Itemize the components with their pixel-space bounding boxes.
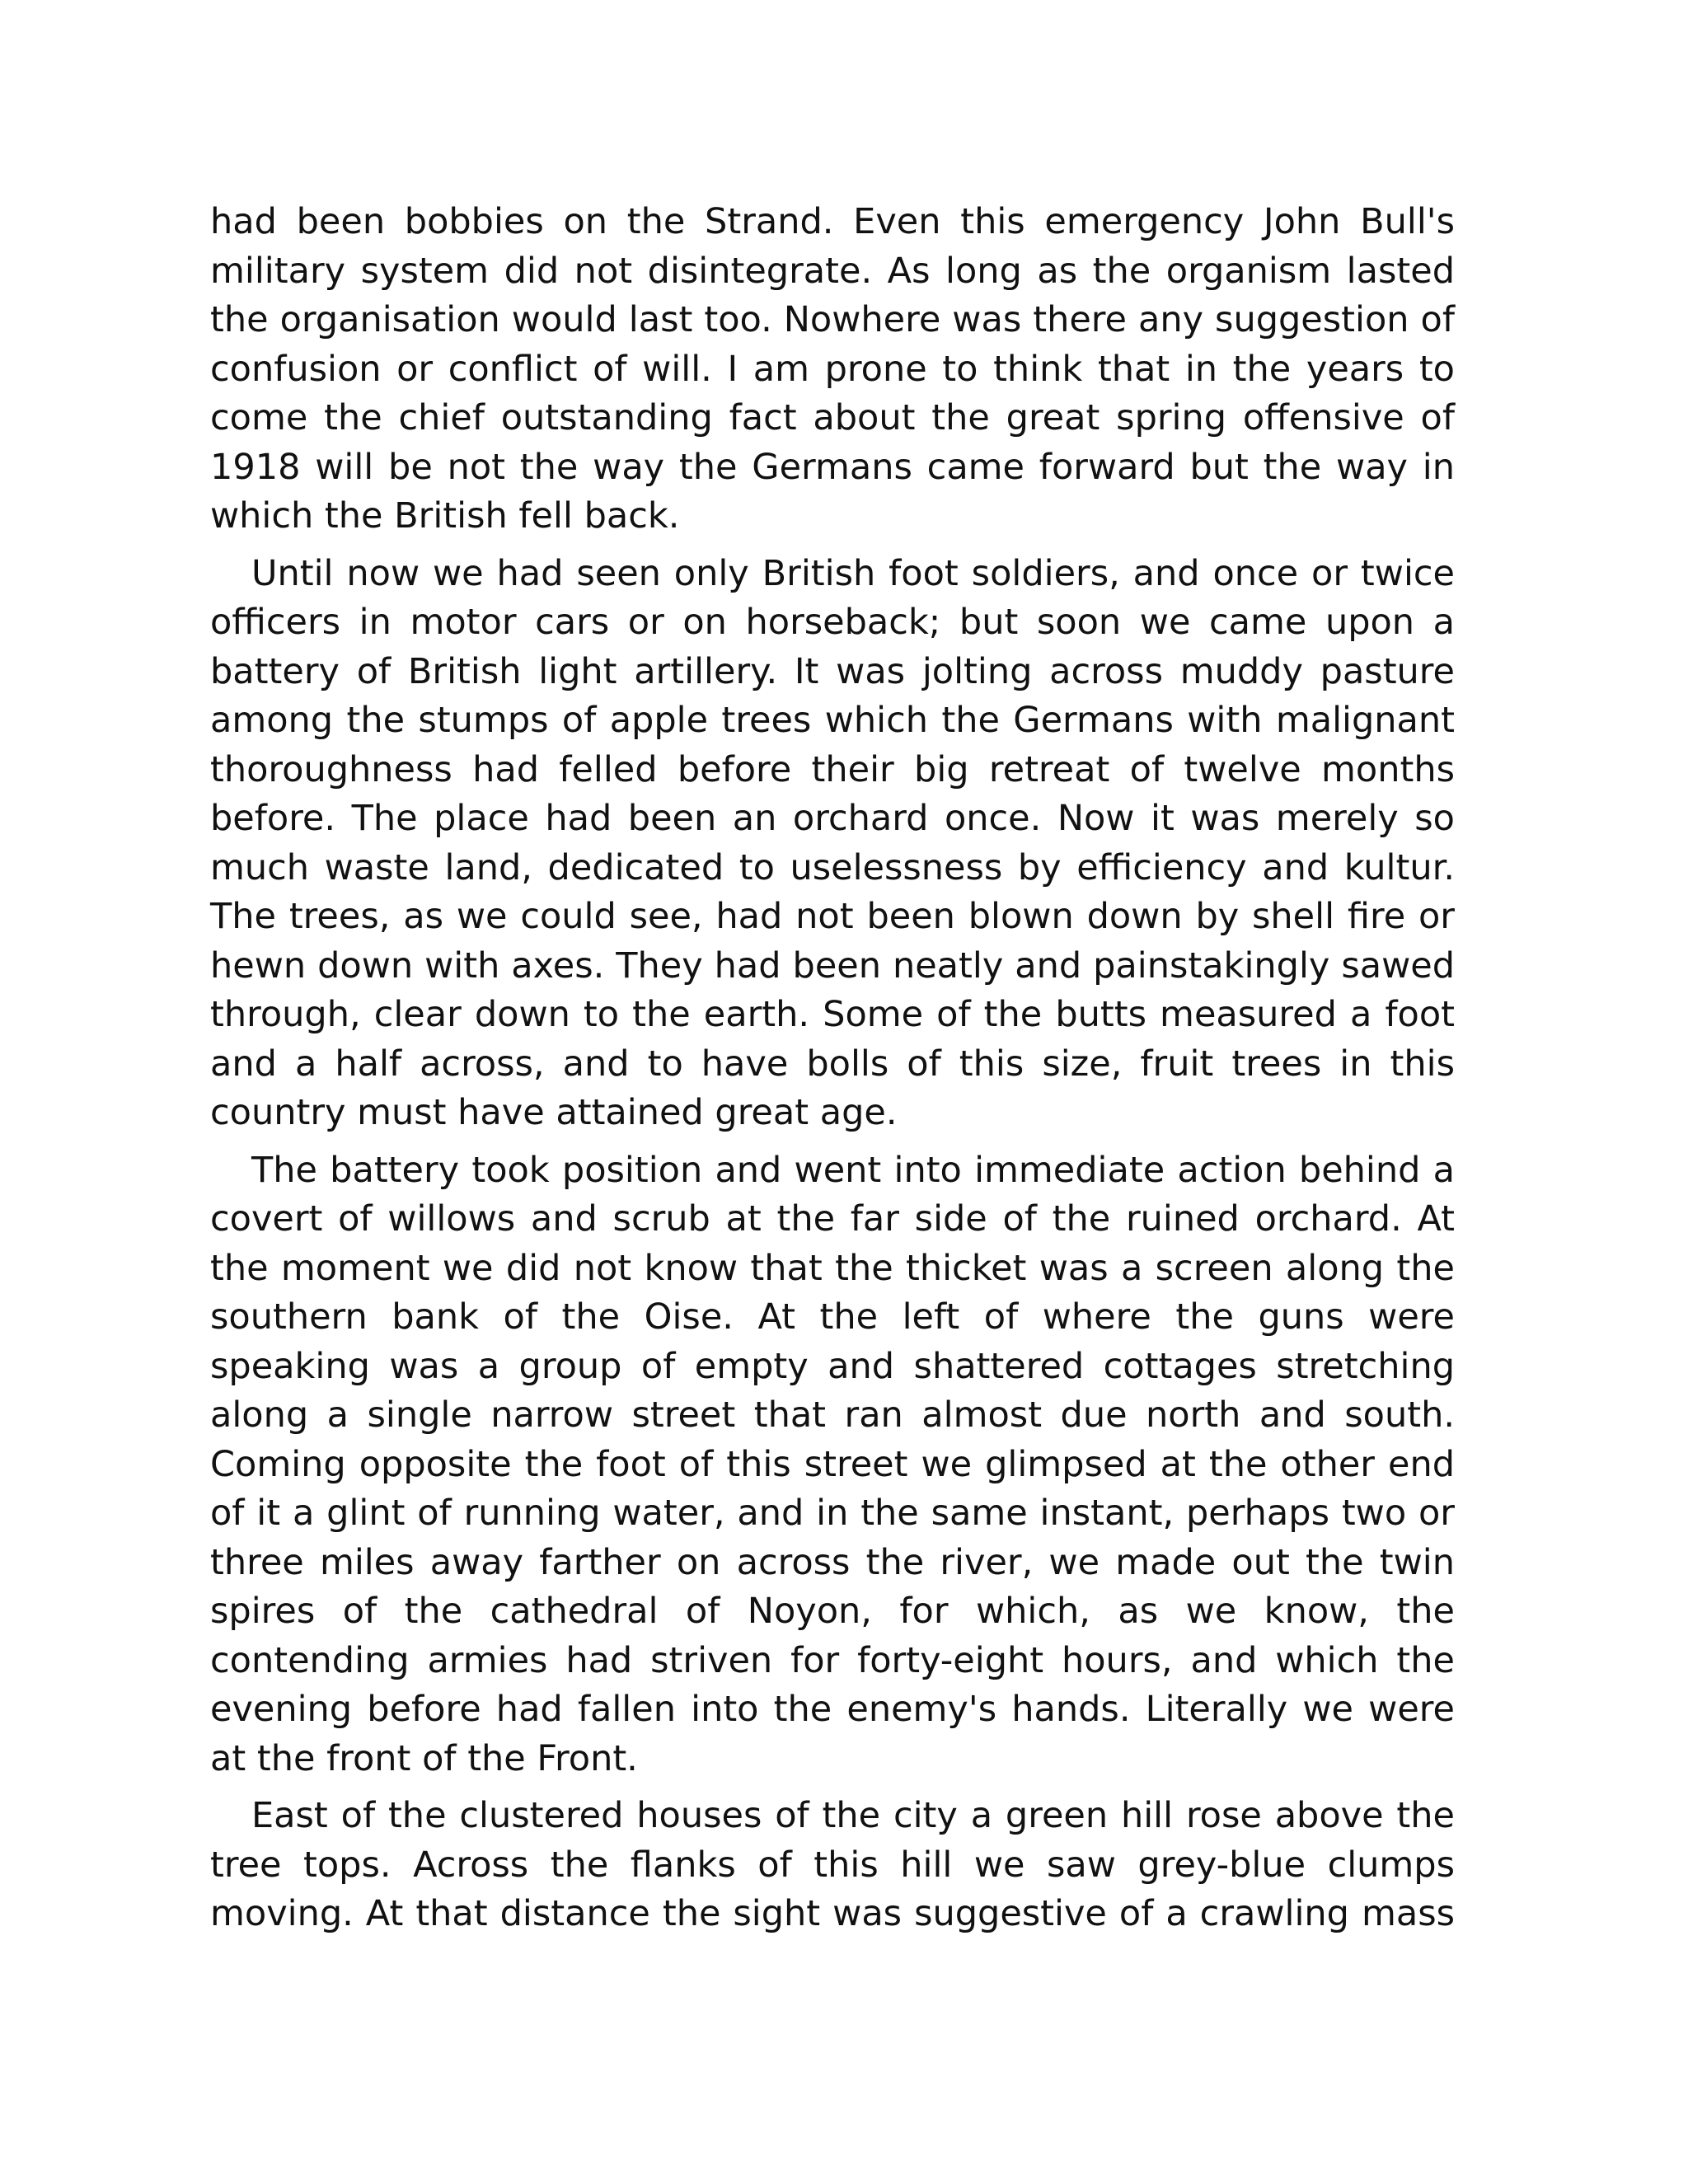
paragraph-4: East of the clustered houses of the city a green hill rose above the tree tops. Across the flanks of this hill we saw grey-blue clumps moving. At that distance the sight was suggestive of a crawling mass bbox=[210, 1795, 1455, 1934]
paragraph-2: Until now we had seen only British foot soldiers, and once or twice officers in motor cars or on horseback; but soon we came upon a battery of British light artillery. It was jolting across muddy pasture among the stumps of apple trees which the Germans with malignant thoroughness had felled before their big retreat of twelve months before. The place had been an orchard once. Now it was merely so much waste land, dedicated to uselessness by efficiency and kultur. The trees, as we could see, had not been blown down by shell fire or hewn down with axes. They had been neatly and painstakingly sawed through, clear down to the earth. Some of the butts measured a foot and a half across, and to have bolls of this size, fruit trees in this country must have attained great age. bbox=[210, 552, 1455, 1133]
page-body bbox=[210, 198, 1455, 1947]
paragraph-3: The battery took position and went into immediate action behind a covert of willows and scrub at the far side of the ruined orchard. At the moment we did not know that the thicket was a screen along the southern bank of the Oise. At the left of where the guns were speaking was a group of empty and shattered cottages stretching along a single narrow street that ran almost due north and south. Coming opposite the foot of this street we glimpsed at the other end of it a glint of running water, and in the same instant, perhaps two or three miles away farther on across the river, we made out the twin spires of the cathedral of Noyon, for which, as we know, the contending armies had striven for forty-eight hours, and which the evening before had fallen into the enemy's hands. Literally we were at the front of the Front. bbox=[210, 1149, 1455, 1779]
paragraph-1: had been bobbies on the Strand. Even this emergency John Bull's military system did not disintegrate. As long as the organism lasted the organisation would last too. Nowhere was there any suggestion of confusion or conflict of will. I am prone to think that in the years to come the chief outstanding fact about the great spring offensive of 1918 will be not the way the Germans came forward but the way in which the British fell back. bbox=[210, 201, 1455, 537]
